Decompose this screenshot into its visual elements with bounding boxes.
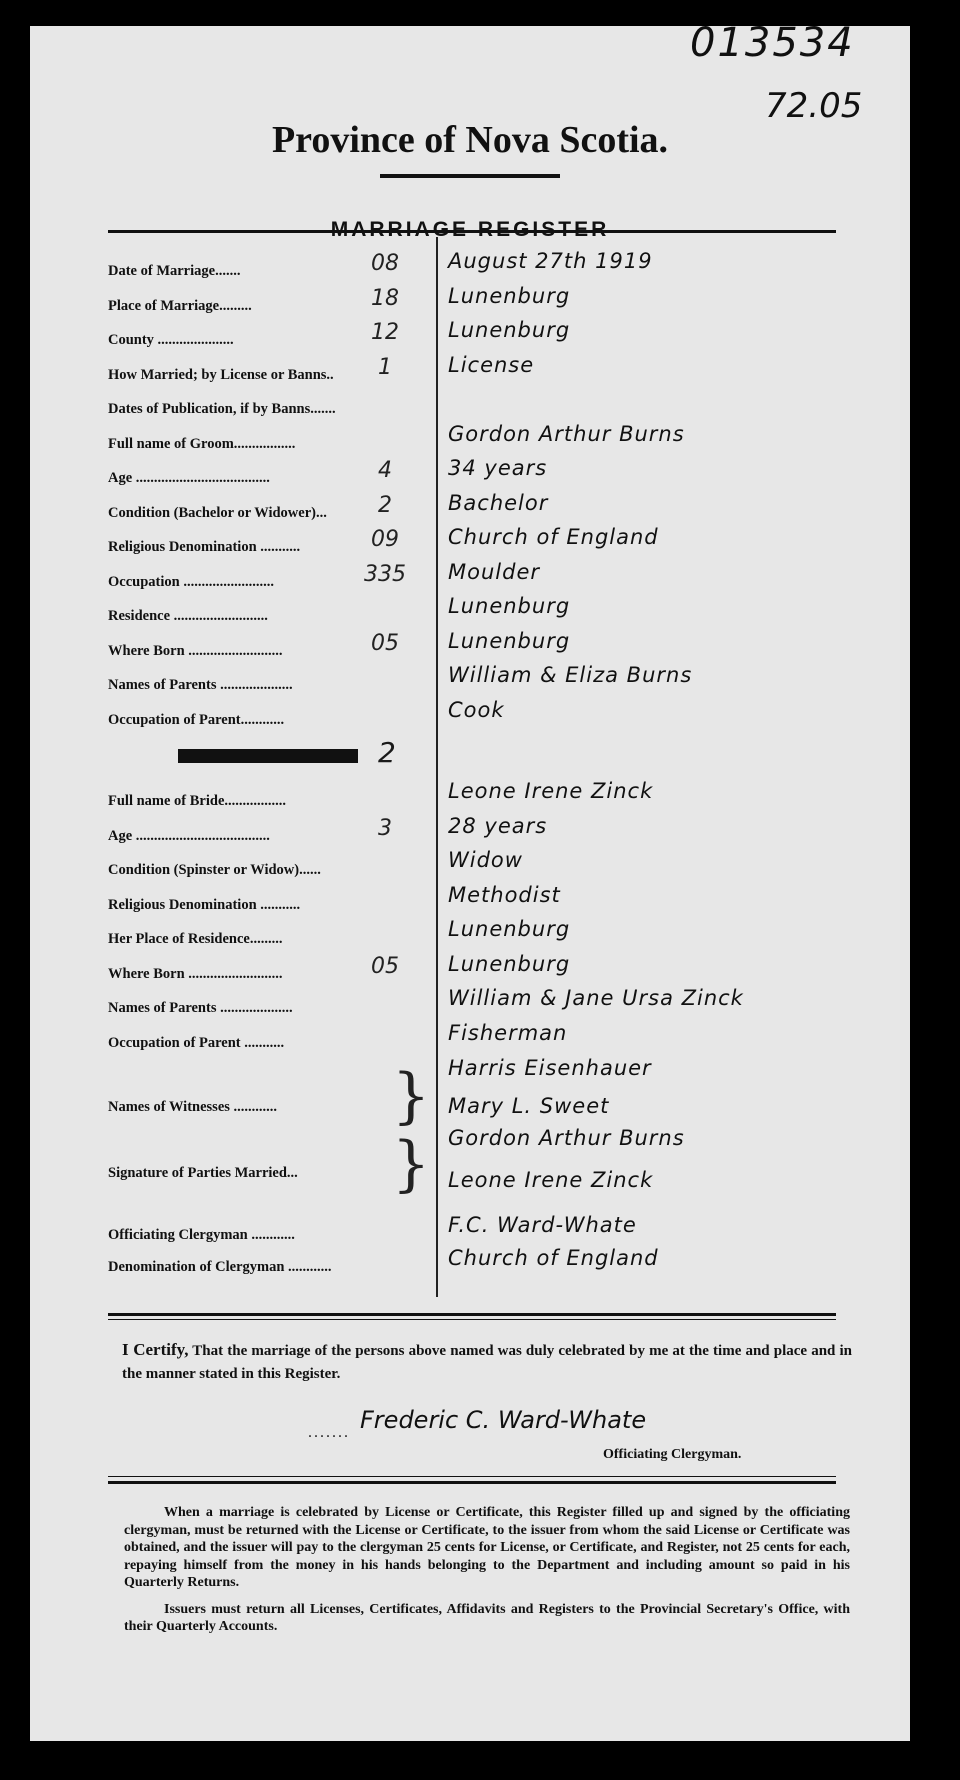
groom-field-value: 34 years [448,456,548,480]
register-form [30,26,910,1741]
witnesses-label: Names of Witnesses ............ [108,1099,278,1115]
bride-field-code: 05 [371,953,399,979]
groom-field-value: Cook [448,697,505,722]
note-paragraph: Issuers must return all Licenses, Certificates, Affidavits and Registers to the Provincial Secretary's Office, with their Quarterly Accounts. [124,1601,850,1634]
top-rule [108,230,836,233]
groom-field-label: Date of Marriage....... [108,263,241,279]
groom-field-label: Where Born .......................... [108,642,283,659]
groom-field-value: Lunenburg [448,318,571,342]
groom-field-label: Dates of Publication, if by Banns....... [108,401,336,417]
bride-field-value: Fisherman [448,1020,568,1045]
bride-field-value: Lunenburg [448,917,571,941]
signatures-label: Signature of Parties Married... [108,1165,298,1181]
bride-field-value: Widow [448,848,523,872]
certify-top-rule [108,1313,836,1316]
groom-field-label: Religious Denomination ........... [108,539,301,555]
groom-field-value: Lunenburg [448,283,571,308]
signer-title: Officiating Clergyman. [603,1447,742,1462]
groom-field-value: Gordon Arthur Burns [448,421,685,446]
clergy-denomination-value: Church of England [448,1246,659,1270]
groom-field-code: 18 [371,285,399,311]
groom-field-value: Church of England [448,525,659,549]
groom-field-code: 08 [371,251,399,276]
groom-field-code: 12 [371,320,399,345]
groom-field-value: Lunenburg [448,628,571,653]
groom-field-label: Residence .......................... [108,608,268,624]
groom-signature: Gordon Arthur Burns [448,1126,685,1150]
reference-number: 72.05 [765,86,863,126]
groom-field-value: Bachelor [448,490,549,515]
groom-field-code: 09 [371,527,399,552]
witnesses-brace: } [392,1061,431,1131]
groom-field-code: 4 [378,458,392,483]
note-paragraph: When a marriage is celebrated by License or Certificate, this Register filled up and signed by the officiating clergyman, must be returned with the License or Certificate, to the issuer from whom the said License or Certificate was obtained, and the issuer will pay to the clergyman 25 cents for License, or Certificate, and Register, not 25 cents for each, repaying himself from the money in his hands belonging to the Department and including amount so paid in his Quarterly Returns. [124,1505,850,1590]
bride-field-label: Her Place of Residence......... [108,931,283,947]
clergy-denomination-label: Denomination of Clergyman ............ [108,1259,332,1275]
bride-field-label: Names of Parents .................... [108,1000,293,1016]
groom-field-label: Age ..................................... [108,470,270,486]
bride-field-value: William & Jane Ursa Zinck [448,986,744,1010]
groom-field-value: William & Eliza Burns [448,663,693,687]
signatures-brace: } [392,1129,431,1199]
title-underline [380,174,560,178]
bride-field-label: Religious Denomination ........... [108,896,301,913]
bride-field-value: Methodist [448,882,561,907]
groom-field-label: County ..................... [108,332,234,348]
groom-field-code: 2 [378,492,392,518]
groom-field-code: 335 [364,561,406,587]
witness-1: Harris Eisenhauer [448,1056,652,1080]
groom-field-label: Names of Parents .................... [108,677,293,693]
groom-field-label: Full name of Groom................. [108,435,296,452]
bride-field-label: Condition (Spinster or Widow)...... [108,862,321,878]
bride-field-label: Occupation of Parent ........... [108,1034,285,1051]
groom-field-code: 1 [378,354,392,380]
certify-text: That the marriage of the persons above named was duly celebrated by me at the time and place and in the manner stated in this Register. [122,1343,852,1382]
groom-field-label: How Married; by License or Banns.. [108,366,334,383]
bride-field-value: Leone Irene Zinck [448,779,654,803]
groom-field-value: Lunenburg [448,594,571,618]
clergyman-signature: Frederic C. Ward-Whate [360,1406,647,1434]
bride-field-label: Age ..................................... [108,827,270,844]
certify-statement [122,1338,852,1386]
groom-field-code: 05 [371,630,399,656]
bride-field-label: Full name of Bride................. [108,793,287,809]
certify-lead: I Certify, [122,1340,189,1359]
bride-field-code: 3 [378,815,392,841]
section-divider-bar [178,749,358,763]
groom-field-label: Place of Marriage......... [108,297,252,314]
bride-field-label: Where Born .......................... [108,965,283,982]
groom-field-value: License [448,352,535,377]
officiating-clergyman-label: Officiating Clergyman ............ [108,1227,295,1243]
certify-top-rule-thin [108,1319,836,1320]
groom-field-value: Moulder [448,559,540,584]
officiating-clergyman-value: F.C. Ward-Whate [448,1213,637,1237]
groom-field-label: Occupation of Parent............ [108,711,285,728]
groom-field-label: Occupation ......................... [108,573,274,590]
page-title: Province of Nova Scotia. [271,119,669,161]
bride-signature: Leone Irene Zinck [448,1168,654,1192]
column-divider [436,237,438,1297]
witness-2: Mary L. Sweet [448,1094,610,1118]
instructions-notes [124,1504,850,1645]
groom-field-value: August 27th 1919 [448,249,653,273]
notes-top-rule-thick [108,1481,836,1484]
separator-code: 2 [378,736,397,769]
file-number-stamp: 013534 [690,26,855,66]
signature-dots: ....... [308,1424,350,1441]
bride-field-value: Lunenburg [448,951,571,976]
groom-field-label: Condition (Bachelor or Widower)... [108,504,327,521]
bride-field-value: 28 years [448,813,548,838]
notes-top-rule [108,1476,836,1477]
